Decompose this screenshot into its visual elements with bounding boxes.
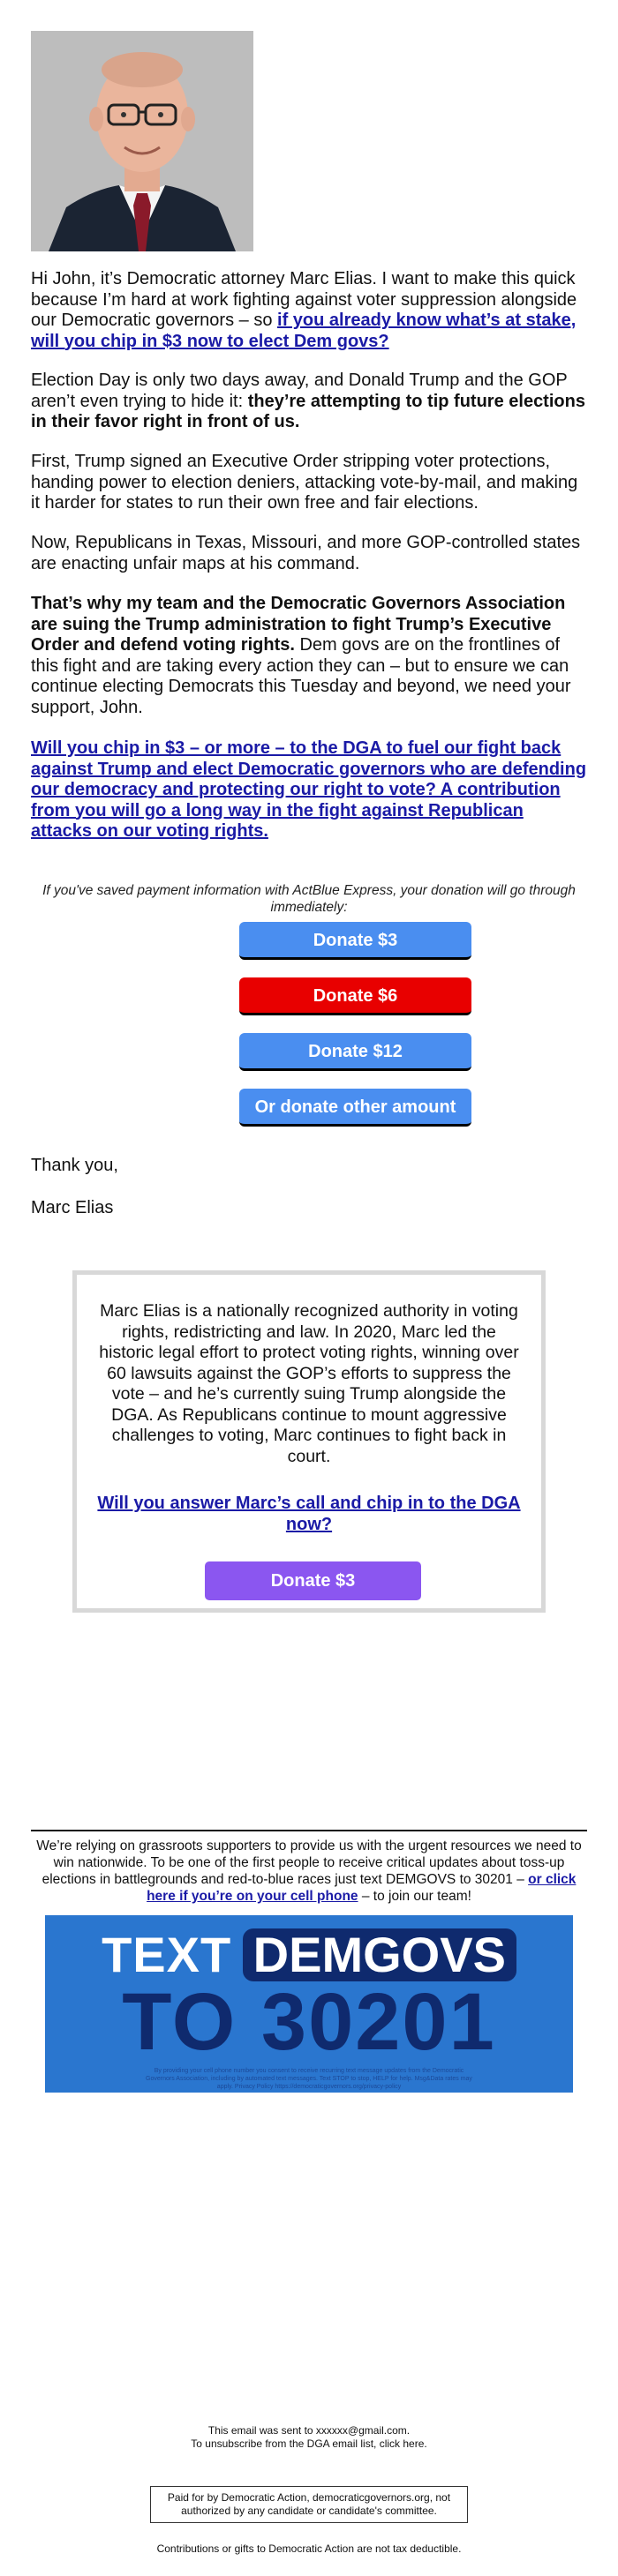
unsubscribe-link[interactable]: To unsubscribe from the DGA email list, click here.: [191, 2437, 427, 2450]
banner-fine-print: By providing your cell phone number you consent to receive recurring text message updates from the Democratic Governors Association, including by automated text messages. Text STOP to stop, HELP for help. Msg&Data rates may apply. Privacy Policy https://democraticgovernors.org/privacy-policy: [146, 2068, 472, 2090]
sms-tail: – to join our team!: [358, 1889, 471, 1904]
sms-text: We’re relying on grassroots supporters to provide us with the urgent resources we need to win nationwide. To be one of the first people to receive critical updates about toss-up elections in battlegrounds and red-to-blue races just text DEMGOVS to 30201 –: [36, 1838, 582, 1887]
election-day-paragraph: [31, 371, 589, 433]
signature: Marc Elias: [31, 1198, 114, 1217]
unfair-maps-paragraph: Now, Republicans in Texas, Missouri, and more GOP-controlled states are enacting unfair maps at his command.: [31, 533, 581, 573]
actblue-express-note: If you've saved payment information with ActBlue Express, your donation will go through immediately:: [42, 882, 576, 915]
not-deductible-text: Contributions or gifts to Democratic Action are not tax deductible.: [156, 2542, 462, 2555]
portrait-image: [31, 31, 253, 251]
header-photo: [31, 31, 253, 251]
donate-3-button[interactable]: Donate $3: [239, 922, 471, 960]
sms-signup-paragraph: [31, 1838, 587, 1905]
banner-line2: TO 30201: [122, 1977, 496, 2067]
bio-cta: [94, 1494, 524, 1535]
banner-text-word: TEXT: [102, 1927, 232, 1982]
text-demgovs-banner[interactable]: [45, 1915, 573, 2093]
footer-divider: [31, 1830, 587, 1831]
paid-for-box: Paid for by Democratic Action, democraticgovernors.org, not authorized by any candidate or candidate's committee.: [150, 2486, 468, 2523]
bio-donate-3-button[interactable]: Donate $3: [205, 1561, 421, 1600]
lawsuit-text: Dem govs are on the frontlines of this fight and are taking every action they can – but to ensure we can continue electing Democrats this Tuesday and beyond, we need your support, John.: [31, 635, 571, 717]
appeal-link[interactable]: Will you chip in $3 – or more – to the DGA to fuel our fight back against Trump and elect Democratic governors who are defending our democracy and protecting our right to vote? A contribution from you will go a long way in the fight against Republican attacks on our voting rights.: [31, 738, 587, 841]
banner-demgovs-pill: DEMGOVS: [243, 1928, 516, 1981]
donate-12-button[interactable]: Donate $12: [239, 1033, 471, 1071]
sent-to-text: This email was sent to xxxxxx@gmail.com.: [207, 2424, 411, 2437]
election-day-text: Election Day is only two days away, and Donald Trump and the GOP aren’t even trying to hide it:: [31, 371, 568, 411]
cell-phone-link[interactable]: or click here if you’re on your cell phone: [147, 1872, 577, 1904]
intro-paragraph: [31, 269, 589, 352]
answer-call-link[interactable]: Will you answer Marc’s call and chip in to the DGA now?: [97, 1494, 521, 1534]
appeal-paragraph: [31, 738, 589, 842]
executive-order-paragraph: First, Trump signed an Executive Order stripping voter protections, handing power to election deniers, attacking vote-by-mail, and making it harder for states to run their own free and fair elections.: [31, 452, 578, 513]
thanks-text: Thank you,: [31, 1156, 118, 1175]
bio-text: Marc Elias is a nationally recognized authority in voting rights, redistricting and law. In 2020, Marc led the historic legal effort to protect voting rights, winning over 60 lawsuits against the GOP’s efforts to suppress the vote – and he’s currently suing Trump alongside the DGA. As Republicans continue to mount aggressive challenges to voting, Marc continues to fight back in court.: [99, 1301, 519, 1466]
chip-in-link[interactable]: if you already know what’s at stake, will you chip in $3 now to elect Dem govs?: [31, 311, 577, 351]
donate-6-button[interactable]: Donate $6: [239, 977, 471, 1015]
donate-other-amount-button[interactable]: Or donate other amount: [239, 1089, 471, 1127]
lawsuit-bold: That’s why my team and the Democratic Governors Association are suing the Trump administration to fight Trump’s Executive Order and defend voting rights.: [31, 594, 566, 655]
bio-box: [72, 1270, 546, 1613]
intro-text: Hi John, it’s Democratic attorney Marc Elias. I want to make this quick because I’m hard at work fighting against voter suppression alongside our Democratic governors – so: [31, 269, 577, 330]
banner-line1: [45, 1926, 573, 1982]
election-day-bold: they’re attempting to tip future elections in their favor right in front of us.: [31, 391, 585, 431]
lawsuit-paragraph: [31, 594, 589, 718]
